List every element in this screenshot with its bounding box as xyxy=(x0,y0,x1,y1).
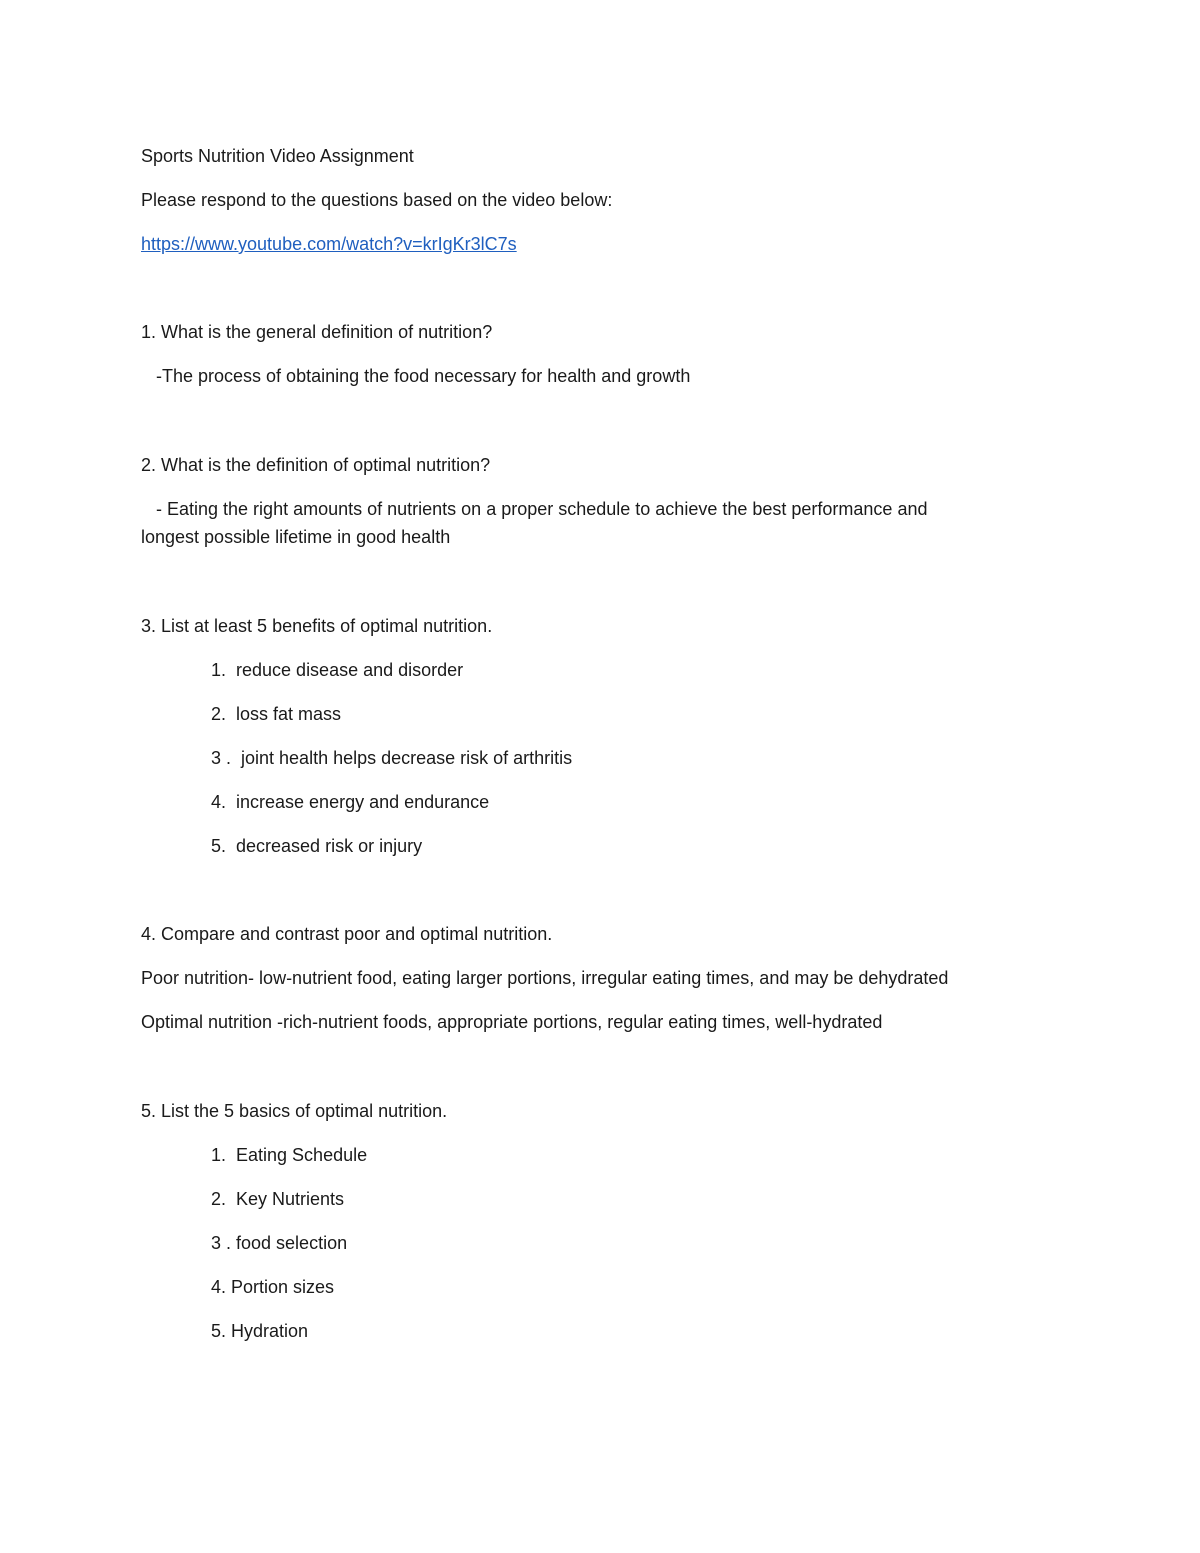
list-item: 5. decreased risk or injury xyxy=(211,836,423,856)
answer-2-line-1: - Eating the right amounts of nutrients on a proper schedule to achieve the best performance and xyxy=(141,499,928,519)
question-5: 5. List the 5 basics of optimal nutrition. xyxy=(141,1101,448,1121)
list-item: 3 . food selection xyxy=(211,1233,348,1253)
video-link[interactable]: https://www.youtube.com/watch?v=krIgKr3lC7s xyxy=(141,234,517,254)
document-title: Sports Nutrition Video Assignment xyxy=(141,146,414,166)
question-2: 2. What is the definition of optimal nutrition? xyxy=(141,455,491,475)
list-item: 3 . joint health helps decrease risk of arthritis xyxy=(211,748,573,768)
answer-2-line-2: longest possible lifetime in good health xyxy=(141,527,451,547)
poor-nutrition-text: Poor nutrition- low-nutrient food, eating larger portions, irregular eating times, and may be dehydrated xyxy=(141,968,949,988)
list-item: 1. Eating Schedule xyxy=(211,1145,368,1165)
list-item: 4. increase energy and endurance xyxy=(211,792,490,812)
list-item: 2. Key Nutrients xyxy=(211,1189,345,1209)
list-item: 5. Hydration xyxy=(211,1321,309,1341)
question-1: 1. What is the general definition of nutrition? xyxy=(141,322,493,342)
list-item: 1. reduce disease and disorder xyxy=(211,660,464,680)
answer-1: -The process of obtaining the food necessary for health and growth xyxy=(141,366,691,386)
list-item: 4. Portion sizes xyxy=(211,1277,335,1297)
instructions-text: Please respond to the questions based on the video below: xyxy=(141,190,613,210)
question-3: 3. List at least 5 benefits of optimal nutrition. xyxy=(141,616,493,636)
list-item: 2. loss fat mass xyxy=(211,704,342,724)
question-4: 4. Compare and contrast poor and optimal nutrition. xyxy=(141,924,553,944)
optimal-nutrition-text: Optimal nutrition -rich-nutrient foods, appropriate portions, regular eating times, well-hydrated xyxy=(141,1012,883,1032)
